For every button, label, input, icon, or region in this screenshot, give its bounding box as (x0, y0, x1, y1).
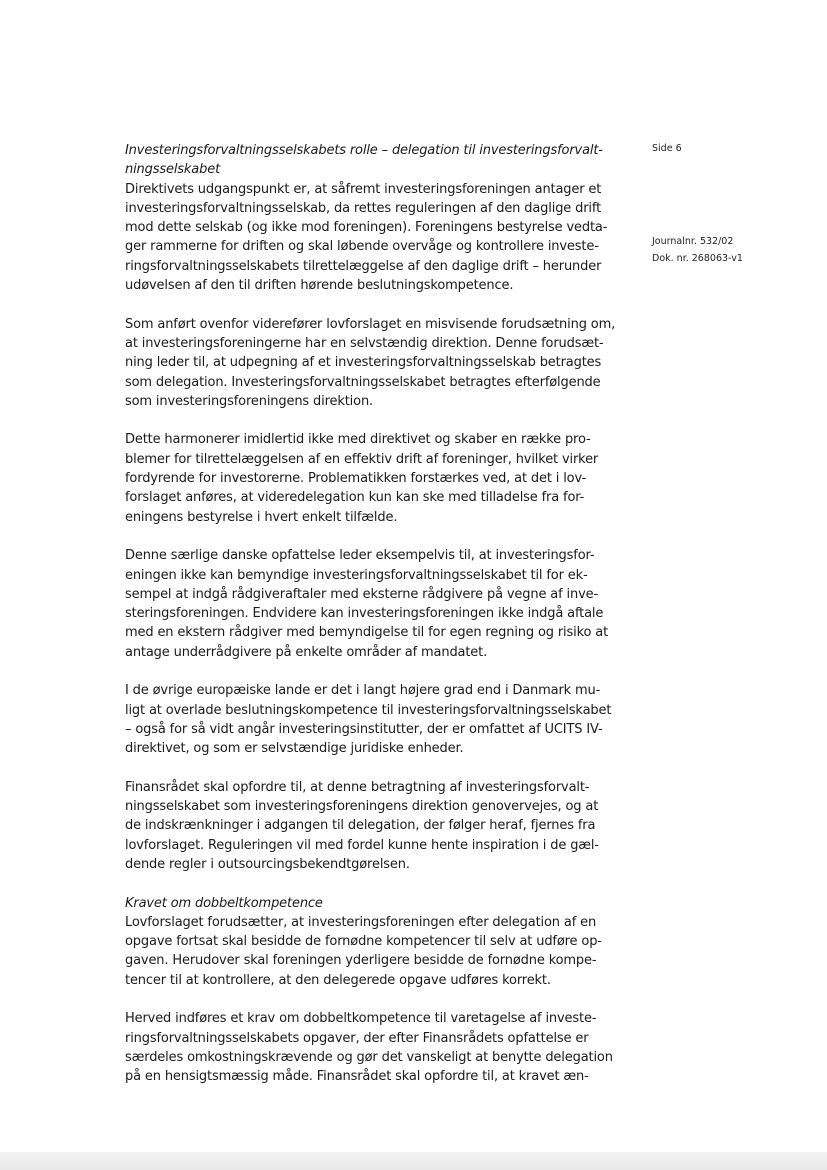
text-line: Dette harmonerer imidlertid ikke med direktivet og skaber en række pro- (125, 432, 591, 448)
journal-number: Journalnr. 532/02 (652, 236, 734, 247)
text-line: Lovforslaget forudsætter, at investeringsforeningen efter delegation af en (125, 914, 597, 930)
text-line: ger rammerne for driften og skal løbende overvåge og kontrollere investe- (125, 239, 599, 255)
text-line: ningsselskabet som investeringsforeningens direktion genovervejes, og at (125, 799, 599, 815)
text-line: gaven. Herudover skal foreningen yderligere besidde de fornødne kompe- (125, 953, 597, 969)
text-line: antage underrådgivere på enkelte områder af mandatet. (125, 644, 488, 660)
text-line: tencer til at kontrollere, at den delegerede opgave udføres korrekt. (125, 972, 551, 988)
text-line: investeringsforvaltningsselskab, da rettes reguleringen af den daglige drift (125, 200, 602, 216)
text-line: Herved indføres et krav om dobbeltkompetence til varetagelse af investe- (125, 1011, 597, 1027)
text-line: de indskrænkninger i adgangen til delegation, der følger heraf, fjernes fra (125, 818, 596, 834)
text-line: udøvelsen af den til driften hørende beslutningskompetence. (125, 278, 514, 294)
text-line: sempel at indgå rådgiveraftaler med eksterne rådgivere på vegne af inve- (125, 586, 599, 602)
paragraph-1 (125, 180, 625, 296)
text-line: direktivet, og som er selvstændige juridiske enheder. (125, 741, 464, 757)
section-heading-role (125, 141, 625, 180)
text-line: Direktivets udgangspunkt er, at såfremt investeringsforeningen antager et (125, 181, 602, 197)
paragraph-3 (125, 430, 625, 526)
text-line: på en hensigtsmæssig måde. Finansrådet skal opfordre til, at kravet æn- (125, 1069, 589, 1085)
text-line: Denne særlige danske opfattelse leder eksempelvis til, at investeringsfor- (125, 548, 595, 564)
text-line: I de øvrige europæiske lande er det i langt højere grad end i Danmark mu- (125, 683, 601, 699)
text-line: ligt at overlade beslutningskompetence til investeringsforvaltningsselskabet (125, 702, 612, 718)
text-line: eningens bestyrelse i hvert enkelt tilfælde. (125, 509, 398, 525)
page-number: Side 6 (652, 143, 682, 154)
text-line: ringsforvaltningsselskabets tilrettelæggelse af den daglige drift – herunder (125, 258, 602, 274)
margin-reference-info (652, 233, 772, 267)
text-line: forslaget anføres, at videredelegation kun kan ske med tilladelse fra for- (125, 490, 585, 506)
paragraph-2 (125, 315, 625, 411)
text-line: opgave fortsat skal besidde de fornødne kompetencer til selv at udføre op- (125, 934, 602, 950)
paragraph-7 (125, 913, 625, 990)
paragraph-8 (125, 1009, 625, 1086)
text-line: – også for så vidt angår investeringsinstitutter, der er omfattet af UCITS IV- (125, 721, 603, 737)
text-line: som investeringsforeningens direktion. (125, 393, 374, 409)
text-line: fordyrende for investorerne. Problematikken forstærkes ved, at det i lov- (125, 471, 587, 487)
paragraph-4 (125, 546, 625, 662)
text-line: ning leder til, at udpegning af et investeringsforvaltningsselskab betragtes (125, 355, 602, 371)
text-line: dende regler i outsourcingsbekendtgørelsen. (125, 856, 410, 872)
paragraph-6 (125, 778, 625, 874)
paragraph-5 (125, 681, 625, 758)
text-line: steringsforeningen. Endvidere kan investeringsforeningen ikke indgå aftale (125, 606, 604, 622)
text-line: med en ekstern rådgiver med bemyndigelse til for egen regning og risiko at (125, 625, 609, 641)
text-line: lovforslaget. Reguleringen vil med fordel kunne hente inspiration i de gæl- (125, 837, 599, 853)
text-line: mod dette selskab (og ikke mod foreningen). Foreningens bestyrelse vedta- (125, 220, 608, 236)
text-line: blemer for tilrettelæggelsen af en effektiv drift af foreninger, hvilket virker (125, 451, 599, 467)
document-body (125, 141, 625, 1106)
text-line: eningen ikke kan bemyndige investeringsforvaltningsselskabet til for ek- (125, 567, 588, 583)
heading-line: Investeringsforvaltningsselskabets rolle – delegation til investeringsforvalt- (125, 143, 603, 158)
text-line: ringsforvaltningsselskabets opgaver, der efter Finansrådets opfattelse er (125, 1030, 589, 1046)
margin-page-info (652, 140, 772, 157)
text-line: særdeles omkostningskrævende og gør det vanskeligt at benytte delegation (125, 1049, 613, 1065)
text-line: Finansrådet skal opfordre til, at denne betragtning af investeringsforvalt- (125, 779, 590, 795)
heading-line: Kravet om dobbeltkompetence (125, 895, 323, 911)
document-number: Dok. nr. 268063-v1 (652, 253, 743, 264)
section-heading-double-competence (125, 894, 625, 913)
text-line: som delegation. Investeringsforvaltningsselskabet betragtes efterfølgende (125, 374, 601, 390)
text-line: at investeringsforeningerne har en selvstændig direktion. Denne forudsæt- (125, 335, 604, 351)
text-line: Som anført ovenfor viderefører lovforslaget en misvisende forudsætning om, (125, 316, 616, 332)
heading-line: ningsselskabet (125, 162, 221, 178)
scan-bottom-edge (0, 1152, 827, 1170)
